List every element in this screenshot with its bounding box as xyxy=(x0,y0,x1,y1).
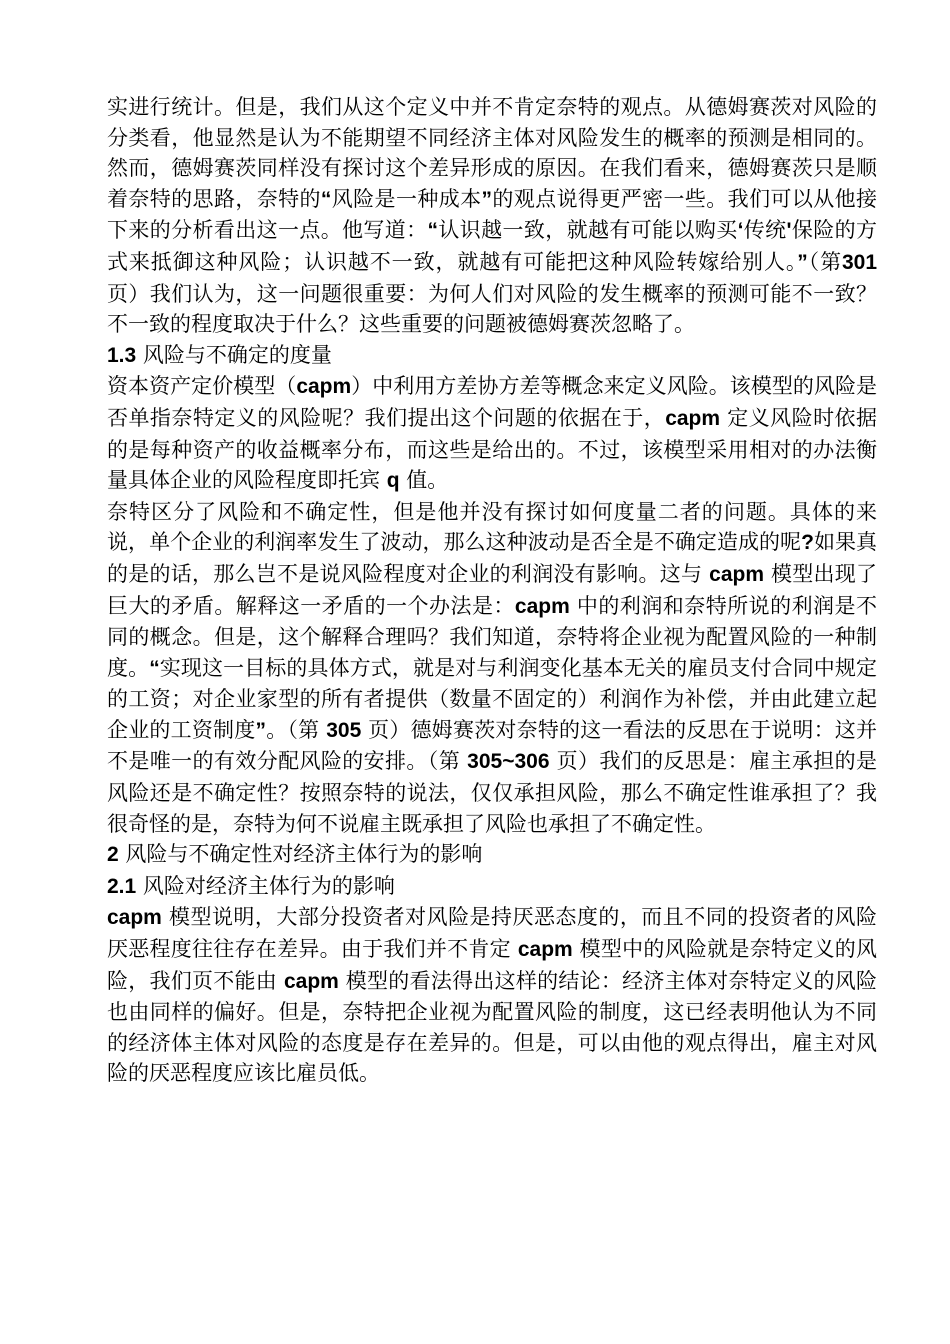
section-heading-2 xyxy=(107,839,877,871)
text-run: 风险是一种成本 xyxy=(331,186,482,211)
section-number: 2 xyxy=(107,843,119,867)
question-mark: ? xyxy=(801,531,814,555)
text-run: 实现这一目标的具体方式，就是对与利润变化基本无关的雇员支付合同中规定的工资；对企业家型的所有者提供（数量不固定的）利润作为补偿，并由此建立起企业的工资制度 xyxy=(107,655,878,742)
document-page xyxy=(107,92,877,1089)
term-capm: capm xyxy=(517,938,573,962)
quote-mark: “ xyxy=(149,656,160,680)
term-q: q xyxy=(386,469,400,493)
text-run: 模型出现了巨大的矛盾。解释这一矛盾的一个办法是： xyxy=(107,561,877,618)
quote-mark: ” xyxy=(797,250,808,274)
text-run: 实进行统计。但是，我们从这个定义中并不肯定奈特的观点。从德姆赛茨对风险的分类看，他显然是认为不能期望不同经济主体对风险发生的概率的预测是相同的。然而，德姆赛茨同样没有探讨这个差异形成的原因。在我们看来，德姆赛茨只是顺着奈特的思路，奈特的 xyxy=(107,95,877,211)
section-heading-2-1 xyxy=(107,871,877,903)
page-number-ref: 301 xyxy=(841,250,878,274)
quote-mark: ” xyxy=(255,718,266,742)
text-run: 保险的方式来抵御这种风险；认识越不一致，就越有可能把这种风险转嫁给别人。 xyxy=(107,218,878,274)
page-number-ref: 305~306 xyxy=(467,750,550,774)
quote-mark: ” xyxy=(481,187,493,211)
text-run: 模型的看法得出这样的结论：经济主体对奈特定义的风险也由同样的偏好。但是，奈特把企业视为配置风险的制度，这已经表明他认为不同的经济体主体对风险的态度是存在差异的。但是，可以由他的观点得出，雇主对风险的厌恶程度应该比雇员低。 xyxy=(107,968,877,1086)
quote-mark: “ xyxy=(427,219,439,243)
section-title: 风险与不确定的度量 xyxy=(136,342,332,367)
section-title: 风险与不确定性对经济主体行为的影响 xyxy=(118,842,483,867)
paragraph-knight-risk-uncertainty xyxy=(107,497,877,840)
quote-mark: ‘ xyxy=(737,219,744,243)
text-run: 传统 xyxy=(743,218,787,243)
term-capm: capm xyxy=(107,906,162,930)
text-run: 页）我们的反思是：雇主承担的是风险还是不确定性？按照奈特的说法，仅仅承担风险，那么不确定性谁承担了？我很奇怪的是，奈特为何不说雇主既承担了风险也承担了不确定性。 xyxy=(107,749,877,836)
text-run: 页）德姆赛茨对奈特的这一看法的反思在于说明：这并不是唯一的有效分配风险的安排。（第 xyxy=(107,717,877,774)
term-capm: capm xyxy=(665,406,721,430)
text-run: 奈特区分了风险和不确定性，但是他并没有探讨如何度量二者的问题。具体的来说，单个企业的利润率发生了波动，那么这种波动是否全是不确定造成的呢 xyxy=(107,499,877,555)
text-run: 认识越一致，就越有可能以购买 xyxy=(438,218,738,243)
text-run: 值。 xyxy=(399,468,449,493)
text-run: 中的利润和奈特所说的利润是不同的概念。但是，这个解释合理吗？我们知道，奈特将企业视为配置风险的一种制度。 xyxy=(107,593,877,680)
section-number: 1.3 xyxy=(107,343,137,367)
text-run: （第 xyxy=(807,249,842,274)
section-number: 2.1 xyxy=(107,874,137,898)
page-number-ref: 305 xyxy=(326,718,362,742)
paragraph-capm-definition xyxy=(107,371,877,496)
text-run: 。（第 xyxy=(265,717,327,742)
term-capm: capm xyxy=(709,562,765,586)
term-capm: capm xyxy=(296,375,352,399)
quote-mark: “ xyxy=(320,187,332,211)
text-run: 定义风险时依据的是每种资产的收益概率分布，而这些是给出的。不过，该模型采用相对的办法衡量具体企业的风险程度即托宾 xyxy=(107,405,877,493)
text-run: ）中利用方差协方差等概念来定义风险。该模型的风险是否单指奈特定义的风险呢？我们提出这个问题的依据在于， xyxy=(107,374,878,430)
section-title: 风险对经济主体行为的影响 xyxy=(136,873,395,898)
text-run: 模型中的风险就是奈特定义的风险，我们页不能由 xyxy=(107,937,877,993)
section-heading-1-3 xyxy=(107,340,877,372)
paragraph-risk-aversion xyxy=(107,902,877,1089)
text-run: 页）我们认为，这一问题很重要：为何人们对风险的发生概率的预测可能不一致？不一致的程度取决于什么？这些重要的问题被德姆赛茨忽略了。 xyxy=(107,281,877,337)
text-run: 如果真的是的话，那么岂不是说风险程度对企业的利润没有影响。这与 xyxy=(107,530,878,586)
text-run: 模型说明，大部分投资者对风险是持厌恶态度的，而且不同的投资者的风险厌恶程度往往存在差异。由于我们并不肯定 xyxy=(107,905,877,962)
text-run: 的观点说得更严密一些。我们可以从他接下来的分析看出这一点。他写道： xyxy=(107,186,878,243)
quote-mark: ' xyxy=(786,219,792,243)
text-run: 资本资产定价模型（ xyxy=(107,374,297,399)
term-capm: capm xyxy=(284,969,339,993)
term-capm: capm xyxy=(514,594,570,618)
paragraph-demsetz-risk-classification xyxy=(107,92,877,340)
